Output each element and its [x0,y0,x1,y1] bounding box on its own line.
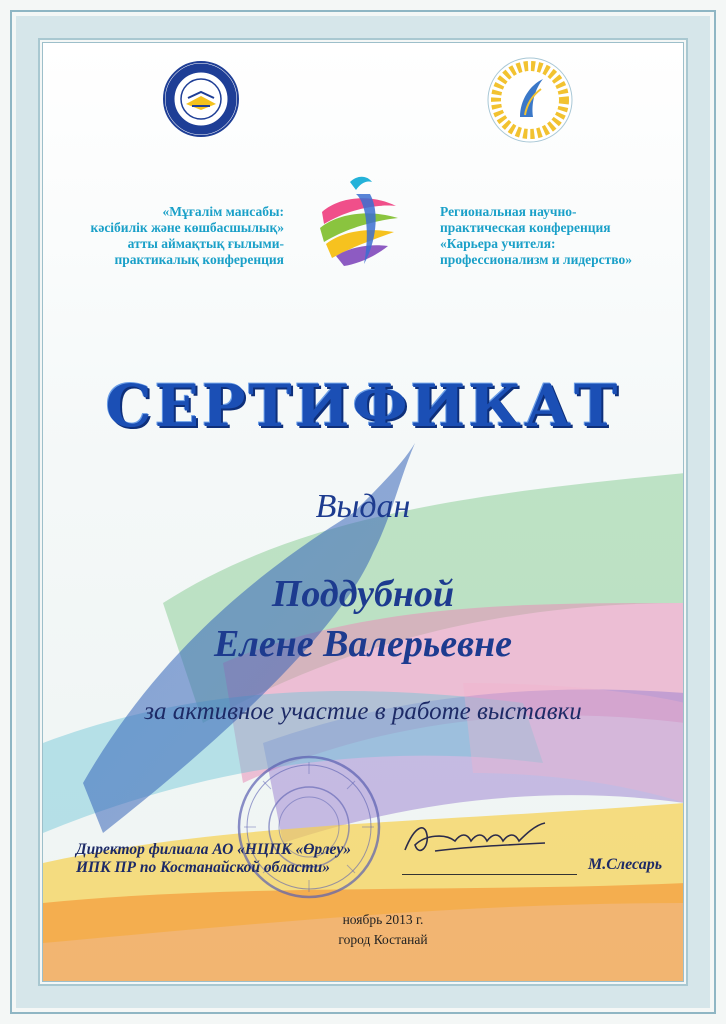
director-title-line2: ИПК ПР по Костанайской области» [76,859,330,876]
signer-name: М.Слесарь [588,856,662,873]
recipient-surname: Поддубной [271,573,455,615]
director-title-line1: Директор филиала АО «НЦПК «Өрлеу» [76,841,352,858]
official-stamp [234,752,384,902]
award-reason: за активное участие в работе выставки [144,698,582,725]
colorful-sphere-logo [310,172,405,272]
certificate-title: СЕРТИФИКАТ [105,372,621,440]
issue-city: город Костанай [338,932,428,947]
handwritten-signature [395,805,555,875]
signature-line [402,874,577,875]
recipient-given-names: Елене Валерьевне [213,623,513,665]
conference-title-kazakh: «Мұғалім мансабы: кәсібилік және көшбасшылық» атты аймақтық ғылыми- практикалық конференция [90,204,284,267]
issue-date: ноябрь 2013 г. [342,912,424,927]
conference-emblem-logo [485,55,575,145]
orleu-emblem-logo [162,60,240,138]
issued-to-label: Выдан [315,488,411,525]
conference-title-russian: Региональная научно- практическая конференция «Карьера учителя: профессионализм и лидерство» [440,204,633,267]
